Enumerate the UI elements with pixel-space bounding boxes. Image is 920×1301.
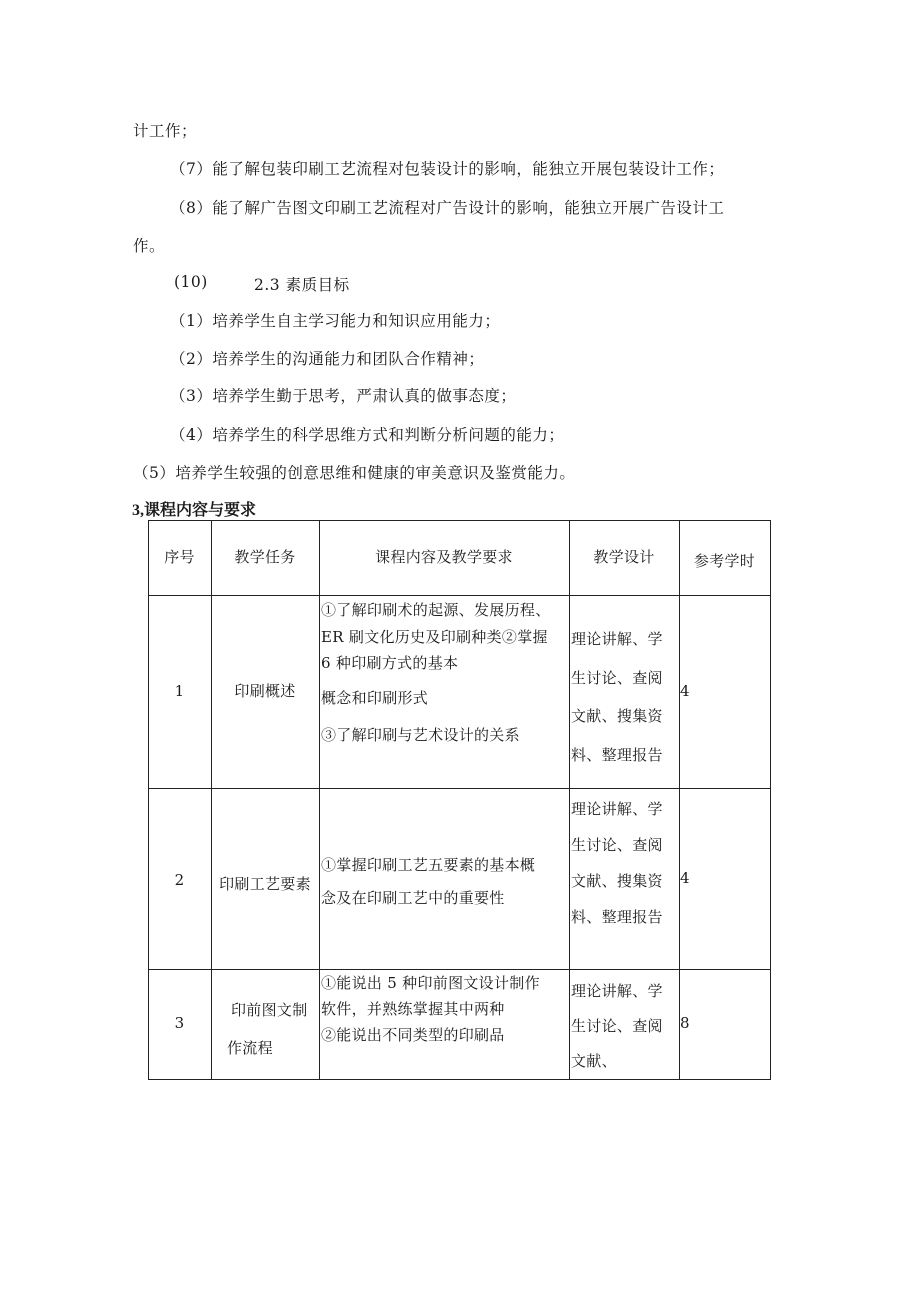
row-design-line: 文献、搜集资: [571, 707, 663, 725]
paragraph-continuation: 计工作；: [133, 122, 198, 140]
row-hours-line: 4: [680, 682, 690, 700]
table-border: [148, 969, 771, 970]
row-design-line: 料、整理报告: [571, 745, 663, 764]
header-design-line: 教学设计: [593, 548, 655, 566]
row-content-line: 软件，并熟练掌握其中两种: [321, 1000, 505, 1018]
paragraph-item-7: （7）能了解包装印刷工艺流程对包装设计的影响，能独立开展包装设计工作；: [170, 160, 725, 178]
row-design-line: 生讨论、查阅: [571, 668, 663, 687]
quality-goal-5: （5）培养学生较强的创意思维和健康的审美意识及鉴赏能力。: [133, 464, 576, 482]
row-design-line: 文献、: [571, 1052, 617, 1070]
row-design-line: 文献、搜集资: [571, 872, 663, 890]
header-hours-line: 参考学时: [693, 552, 756, 570]
row-no-line: 2: [174, 871, 185, 889]
header-task-line: 教学任务: [234, 548, 296, 566]
table-border: [148, 520, 149, 1080]
row-hours-line: 4: [680, 869, 690, 887]
section-3-heading: [132, 497, 256, 520]
table-border: [148, 595, 771, 596]
quality-goal-4: （4）培养学生的科学思维方式和判断分析问题的能力；: [170, 426, 565, 444]
row-no-line: 3: [174, 1014, 185, 1032]
row-design-line: 理论讲解、学: [571, 630, 663, 648]
table-border: [319, 520, 320, 1080]
quality-goal-3: （3）培养学生勤于思考，严肃认真的做事态度；: [170, 387, 517, 405]
table-border: [148, 520, 771, 521]
table-border: [211, 520, 212, 1080]
row-content-line: ①了解印刷术的起源、发展历程、: [321, 601, 551, 619]
section-number: (10): [174, 273, 208, 291]
row-content-line: ②能说出不同类型的印刷品: [321, 1026, 505, 1044]
row-content-line: 6 种印刷方式的基本: [321, 654, 459, 672]
section-title: 2.3 素质目标: [254, 276, 350, 294]
header-no-line: 序号: [164, 548, 195, 566]
table-border: [569, 520, 570, 1080]
quality-goal-1: （1）培养学生自主学习能力和知识应用能力；: [170, 312, 501, 330]
row-content-line: ③了解印刷与艺术设计的关系: [321, 726, 520, 744]
row-no-line: 1: [174, 682, 185, 700]
row-design-line: 料、整理报告: [571, 908, 663, 926]
quality-goal-2: （2）培养学生的沟通能力和团队合作精神；: [170, 350, 485, 368]
row-design-line: 理论讲解、学: [571, 982, 663, 1000]
paragraph-item-8: （8）能了解广告图文印刷工艺流程对广告设计的影响，能独立开展广告设计工: [170, 199, 725, 217]
table-border: [679, 520, 680, 1080]
row-design-line: 理论讲解、学: [571, 800, 663, 818]
table-border: [148, 788, 771, 789]
table-border: [770, 520, 771, 1080]
section-3-title: 课程内容与要求: [144, 500, 257, 519]
row-design-line: 生讨论、查阅: [571, 836, 663, 854]
row-task-line: 印前图文制: [231, 1001, 308, 1019]
row-hours-line: 8: [680, 1014, 690, 1032]
row-content-line: 概念和印刷形式: [321, 689, 429, 707]
paragraph-item-8-cont: 作。: [133, 237, 166, 255]
row-content-line: 念及在印刷工艺中的重要性: [321, 889, 505, 907]
row-content-line: ER 刷文化历史及印刷种类②掌握: [321, 628, 548, 646]
row-content-line: ①掌握印刷工艺五要素的基本概: [321, 856, 536, 874]
row-task-line: 印刷工艺要素: [219, 875, 311, 893]
section-3-number: 3,: [132, 502, 144, 519]
table-border: [148, 1079, 771, 1080]
row-task-line: 印刷概述: [234, 682, 296, 700]
row-design-line: 生讨论、查阅: [571, 1017, 663, 1035]
row-content-line: ①能说出 5 种印前图文设计制作: [321, 974, 540, 992]
row-task-line: 作流程: [227, 1039, 273, 1057]
header-content-line: 课程内容及教学要求: [375, 548, 513, 566]
